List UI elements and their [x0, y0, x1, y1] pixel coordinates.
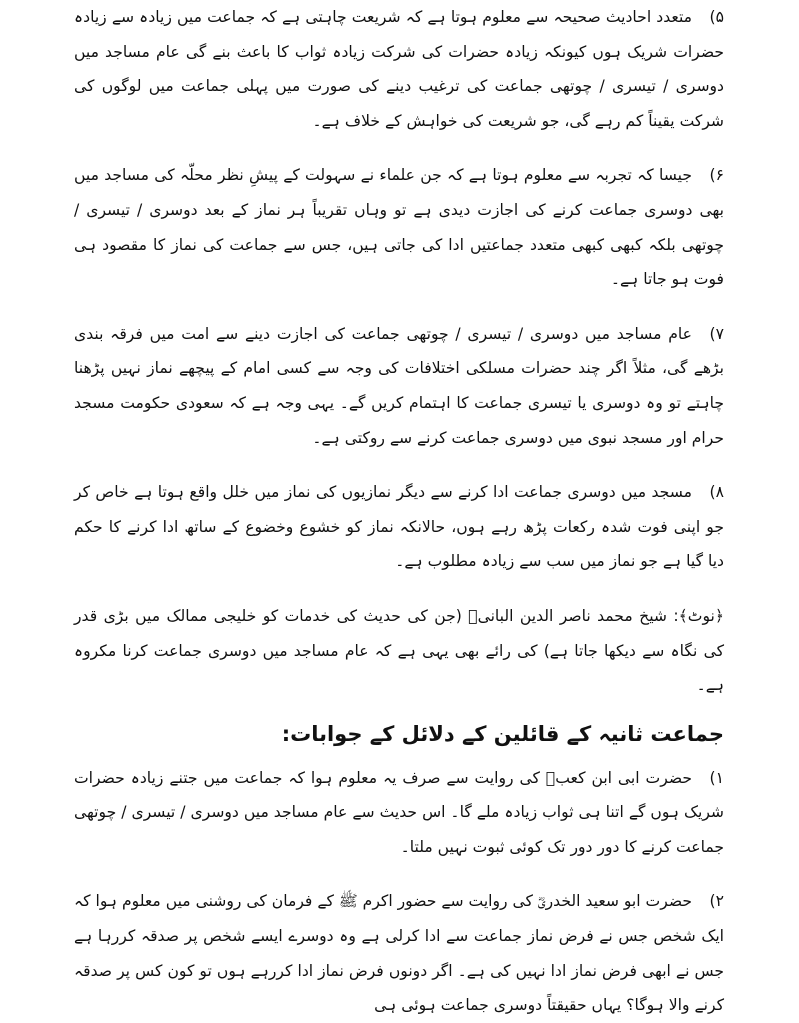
paragraph-text: مسجد میں دوسری جماعت ادا کرنے سے دیگر نمازیوں کی نماز میں خلل واقع ہوتا ہے خاص کر جو اپنی فوت شدہ رکعات پڑھ رہے ہوں، حالانکہ نماز کو خشوع وخضوع کے ساتھ ادا کرنے کا حکم دیا گیا ہے جو نماز میں سب سے زیادہ مطلوب ہے۔: [74, 483, 724, 571]
paragraph-text: متعدد احادیث صحیحہ سے معلوم ہوتا ہے کہ شریعت چاہتی ہے کہ جماعت میں زیادہ سے زیادہ حضرات شریک ہوں کیونکہ زیادہ حضرات کی شرکت زیادہ ثواب کا باعث بنے گی عام مساجد میں دوسری / تیسری / چوتھی جماعت کی ترغیب دینے کی صورت میں پہلی جماعت میں لوگوں کی شرکت یقیناً کم رہے گی، جو شریعت کی خواہش کے خلاف ہے۔: [74, 8, 724, 130]
paragraph-7: [74, 317, 724, 455]
paragraph-number: ۷): [709, 324, 724, 343]
paragraph-number: ۶): [709, 166, 724, 185]
paragraph-number: ۸): [709, 483, 724, 502]
paragraph-number: ۱): [709, 768, 724, 787]
paragraph-number: ۵): [709, 8, 724, 26]
section-heading: جماعت ثانیہ کے قائلین کے دلائل کے جوابات:: [281, 721, 724, 746]
answer-1: [74, 761, 724, 865]
paragraph-number: ۲): [709, 892, 724, 911]
answer-2: [74, 884, 724, 1022]
paragraph-text: حضرت ابو سعید الخدریؓ کی روایت سے حضور اکرم ﷺ کے فرمان کی روشنی میں معلوم ہوا کہ ایک شخص جس نے فرض نماز جماعت سے ادا کرلی ہے وہ دوسرے ایسے شخص پر صدقہ کررہا ہے جس نے ابھی فرض نماز ادا نہیں کی ہے۔ اگر دونوں فرض نماز ادا کررہے ہوں تو کون کس پر صدقہ کرنے والا ہوگا؟ یہاں حقیقتاً دوسری جماعت ہوئی ہی: [74, 892, 724, 1015]
paragraph-text: حضرت ابی ابن کعبؓ کی روایت سے صرف یہ معلوم ہوا کہ جماعت میں جتنے زیادہ حضرات شریک ہوں گے اتنا ہی ثواب زیادہ ملے گا۔ اس حدیث سے عام مساجد میں دوسری / تیسری / چوتھی جماعت کرنے کا دور دور تک کوئی ثبوت نہیں ملتا۔: [74, 768, 724, 856]
paragraph-8: [74, 475, 724, 579]
document-page: [74, 0, 724, 1023]
paragraph-text: جیسا کہ تجربہ سے معلوم ہوتا ہے کہ جن علماء نے سہولت کے پیشِ نظر محلّہ کی مساجد میں بھی دوسری جماعت کرنے کی اجازت دیدی ہے تو وہاں تقریباً ہر نماز کے بعد دوسری / تیسری / چوتھی بلکہ کبھی کبھی متعدد جماعتیں ادا کی جاتی ہیں، جس سے جماعت کی نماز کا مقصود ہی فوت ہو جاتا ہے۔: [74, 166, 724, 289]
paragraph-6: [74, 158, 724, 296]
note-paragraph: ﴿نوٹ﴾: شیخ محمد ناصر الدین البانیؒ (جن کی حدیث کی خدمات کو خلیجی ممالک میں بڑی قدر کی نگاہ سے دیکھا جاتا ہے) کی رائے بھی یہی ہے کہ عام مساجد میں دوسری جماعت کرنا مکروہ ہے۔: [74, 606, 724, 695]
paragraph-5: [74, 0, 724, 138]
paragraph-text: عام مساجد میں دوسری / تیسری / چوتھی جماعت کی اجازت دینے سے امت میں فرقہ بندی بڑھے گی، مثلاً اگر چند حضرات مسلکی اختلافات کی وجہ سے کسی امام کے پیچھے نماز نہیں پڑھنا چاہتے تو وہ دوسری یا تیسری جماعت کا اہتمام کریں گے۔ یہی وجہ ہے کہ سعودی حکومت مسجد حرام اور مسجد نبوی میں دوسری جماعت کرنے سے روکتی ہے۔: [74, 324, 724, 447]
